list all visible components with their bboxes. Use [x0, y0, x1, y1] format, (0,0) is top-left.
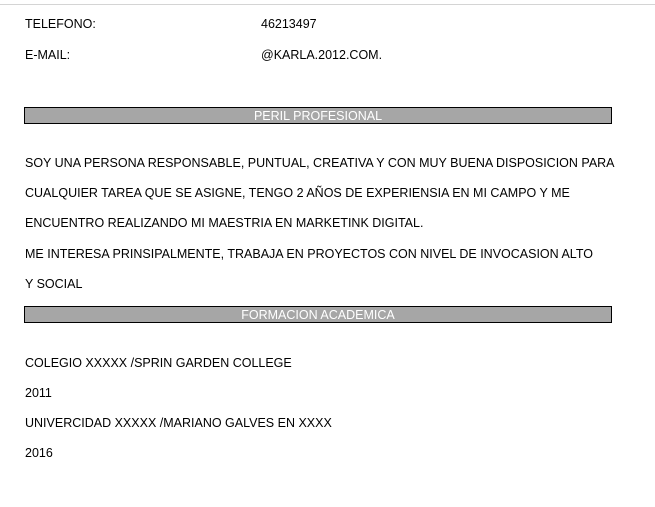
phone-value: 46213497 [261, 17, 317, 31]
education-section-heading: FORMACION ACADEMICA [24, 306, 612, 323]
profile-line: SOY UNA PERSONA RESPONSABLE, PUNTUAL, CREATIVA Y CON MUY BUENA DISPOSICION PARA [25, 156, 615, 170]
education-line: 2016 [25, 446, 53, 460]
profile-line: ME INTERESA PRINSIPALMENTE, TRABAJA EN PROYECTOS CON NIVEL DE INVOCASION ALTO [25, 247, 593, 261]
phone-label: TELEFONO: [25, 17, 96, 31]
profile-line: Y SOCIAL [25, 277, 83, 291]
education-line: COLEGIO XXXXX /SPRIN GARDEN COLLEGE [25, 356, 292, 370]
email-value: @KARLA.2012.COM. [261, 48, 383, 62]
education-line: 2011 [25, 386, 52, 400]
profile-section-heading: PERIL PROFESIONAL [24, 107, 612, 124]
profile-line: CUALQUIER TAREA QUE SE ASIGNE, TENGO 2 AÑOS DE EXPERIENSIA EN MI CAMPO Y ME [25, 186, 570, 200]
education-line: UNIVERCIDAD XXXXX /MARIANO GALVES EN XXXX [25, 416, 332, 430]
email-label: E-MAIL: [25, 48, 71, 62]
profile-line: ENCUENTRO REALIZANDO MI MAESTRIA EN MARKETINK DIGITAL. [25, 216, 424, 230]
page-top-edge [0, 4, 655, 5]
